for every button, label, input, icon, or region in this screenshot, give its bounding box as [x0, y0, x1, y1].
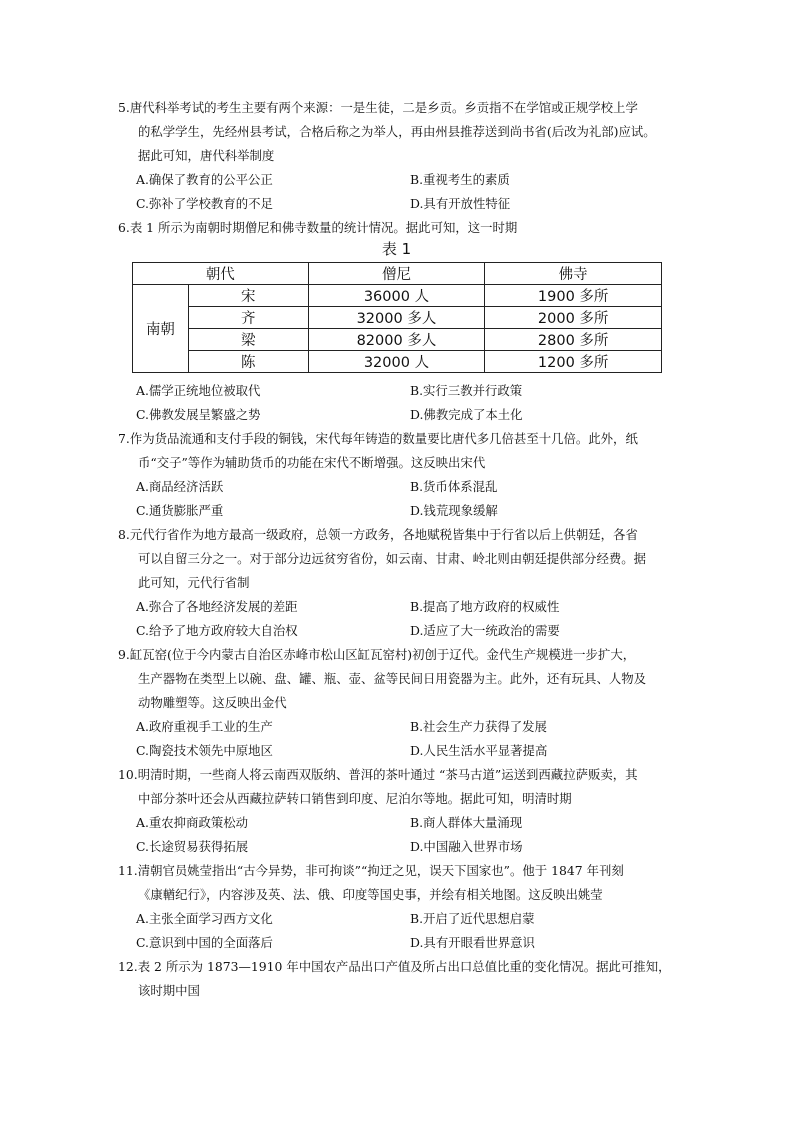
question-7 — [118, 427, 678, 523]
question-5-line-3: 据此可知，唐代科举制度 — [138, 148, 275, 163]
option-9c: C.陶瓷技术领先中原地区 — [136, 743, 273, 758]
table-row — [133, 285, 662, 307]
header-monks: 僧尼 — [308, 263, 485, 285]
question-6 — [118, 216, 678, 240]
table-1 — [132, 262, 662, 373]
table-1-caption: 表 1 — [381, 240, 412, 258]
option-9d: D.人民生活水平显著提高 — [410, 743, 548, 758]
question-10 — [118, 763, 678, 859]
question-12-line-1: 12.表 2 所示为 1873—1910 年中国农产品出口产值及所占出口总值比重的变化情况。据此可推知， — [118, 959, 671, 974]
option-11a: A.主张全面学习西方文化 — [136, 911, 273, 926]
cell-temples: 2800 多所 — [485, 329, 662, 351]
question-8-line-3: 此可知，元代行省制 — [138, 575, 250, 590]
question-8-line-1: 8.元代行省作为地方最高一级政府，总领一方政务，各地赋税皆集中于行省以后上供朝廷，各省 — [118, 527, 638, 542]
question-9 — [118, 643, 678, 763]
option-5d: D.具有开放性特征 — [410, 196, 511, 211]
cell-monks: 32000 人 — [308, 351, 485, 373]
option-5a: A.确保了教育的公平公正 — [136, 172, 273, 187]
question-9-line-3: 动物雕塑等。这反映出金代 — [138, 695, 287, 710]
question-6-line-1: 6.表 1 所示为南朝时期僧尼和佛寺数量的统计情况。据此可知，这一时期 — [118, 220, 518, 235]
cell-dynasty: 梁 — [188, 329, 308, 351]
option-7d: D.钱荒现象缓解 — [410, 503, 498, 518]
option-10b: B.商人群体大量涌现 — [410, 815, 523, 830]
cell-monks: 36000 人 — [308, 285, 485, 307]
question-10-line-1: 10.明清时期，一些商人将云南西双版纳、普洱的茶叶通过 “茶马古道”运送到西藏拉萨贩卖，其 — [118, 767, 638, 782]
cell-monks: 82000 多人 — [308, 329, 485, 351]
question-8 — [118, 523, 678, 643]
question-12-line-2: 该时期中国 — [138, 983, 200, 998]
question-10-line-2: 中部分茶叶还会从西藏拉萨转口销售到印度、尼泊尔等地。据此可知，明清时期 — [138, 791, 572, 806]
option-11d: D.具有开眼看世界意识 — [410, 935, 535, 950]
option-5b: B.重视考生的素质 — [410, 172, 510, 187]
option-8d: D.适应了大一统政治的需要 — [410, 623, 560, 638]
cell-dynasty: 宋 — [188, 285, 308, 307]
option-5c: C.弥补了学校教育的不足 — [136, 196, 273, 211]
question-9-line-2: 生产器物在类型上以碗、盘、罐、瓶、壶、盆等民间日用瓷器为主。此外，还有玩具、人物及 — [138, 671, 647, 686]
question-6-options — [118, 379, 678, 427]
cell-dynasty: 陈 — [188, 351, 308, 373]
header-dynasty: 朝代 — [133, 263, 309, 285]
question-7-line-1: 7.作为货品流通和支付手段的铜钱，宋代每年铸造的数量要比唐代多几倍甚至十几倍。此外，纸 — [118, 431, 638, 446]
cell-temples: 1900 多所 — [485, 285, 662, 307]
question-7-line-2: 币“交子”等作为辅助货币的功能在宋代不断增强。这反映出宋代 — [138, 455, 486, 470]
header-temples: 佛寺 — [485, 263, 662, 285]
option-10d: D.中国融入世界市场 — [410, 839, 523, 854]
option-8a: A.弥合了各地经济发展的差距 — [136, 599, 298, 614]
option-9b: B.社会生产力获得了发展 — [410, 719, 547, 734]
cell-monks: 32000 多人 — [308, 307, 485, 329]
question-11-line-2: 《康輶纪行》，内容涉及英、法、俄、印度等国史事，并绘有相关地图。这反映出姚莹 — [138, 887, 603, 902]
option-6d: D.佛教完成了本土化 — [410, 407, 523, 422]
option-8c: C.给予了地方政府较大自治权 — [136, 623, 298, 638]
question-5-line-1: 5.唐代科举考试的考生主要有两个来源：一是生徒，二是乡贡。乡贡指不在学馆或正规学校上学 — [118, 100, 638, 115]
question-5 — [118, 96, 678, 216]
group-southern-dynasties: 南朝 — [133, 285, 189, 373]
option-6c: C.佛教发展呈繁盛之势 — [136, 407, 261, 422]
question-12 — [118, 955, 678, 1003]
option-11c: C.意识到中国的全面落后 — [136, 935, 273, 950]
option-10a: A.重农抑商政策松动 — [136, 815, 249, 830]
question-11-line-1: 11.清朝官员姚莹指出“古今异势，非可拘谈”“拘迂之见，误天下国家也”。他于 1847 年刊刻 — [118, 863, 624, 878]
table-row — [133, 307, 662, 329]
option-8b: B.提高了地方政府的权威性 — [410, 599, 560, 614]
table-row — [133, 329, 662, 351]
option-7c: C.通货膨胀严重 — [136, 503, 224, 518]
option-11b: B.开启了近代思想启蒙 — [410, 911, 535, 926]
question-8-line-2: 可以自留三分之一。对于部分边远贫穷省份，如云南、甘肃、岭北则由朝廷提供部分经费。据 — [138, 551, 647, 566]
option-9a: A.政府重视手工业的生产 — [136, 719, 273, 734]
table-row — [133, 351, 662, 373]
option-10c: C.长途贸易获得拓展 — [136, 839, 249, 854]
cell-dynasty: 齐 — [188, 307, 308, 329]
option-6b: B.实行三教并行政策 — [410, 383, 523, 398]
question-11 — [118, 859, 678, 955]
question-5-line-2: 的私学学生，先经州县考试，合格后称之为举人，再由州县推荐送到尚书省(后改为礼部)应试。 — [138, 124, 656, 139]
option-7b: B.货币体系混乱 — [410, 479, 498, 494]
option-7a: A.商品经济活跃 — [136, 479, 224, 494]
option-6a: A.儒学正统地位被取代 — [136, 383, 261, 398]
cell-temples: 2000 多所 — [485, 307, 662, 329]
cell-temples: 1200 多所 — [485, 351, 662, 373]
table-header-row — [133, 263, 662, 285]
question-9-line-1: 9.缸瓦窑(位于今内蒙古自治区赤峰市松山区缸瓦窑村)初创于辽代。金代生产规模进一步扩大， — [118, 647, 636, 662]
